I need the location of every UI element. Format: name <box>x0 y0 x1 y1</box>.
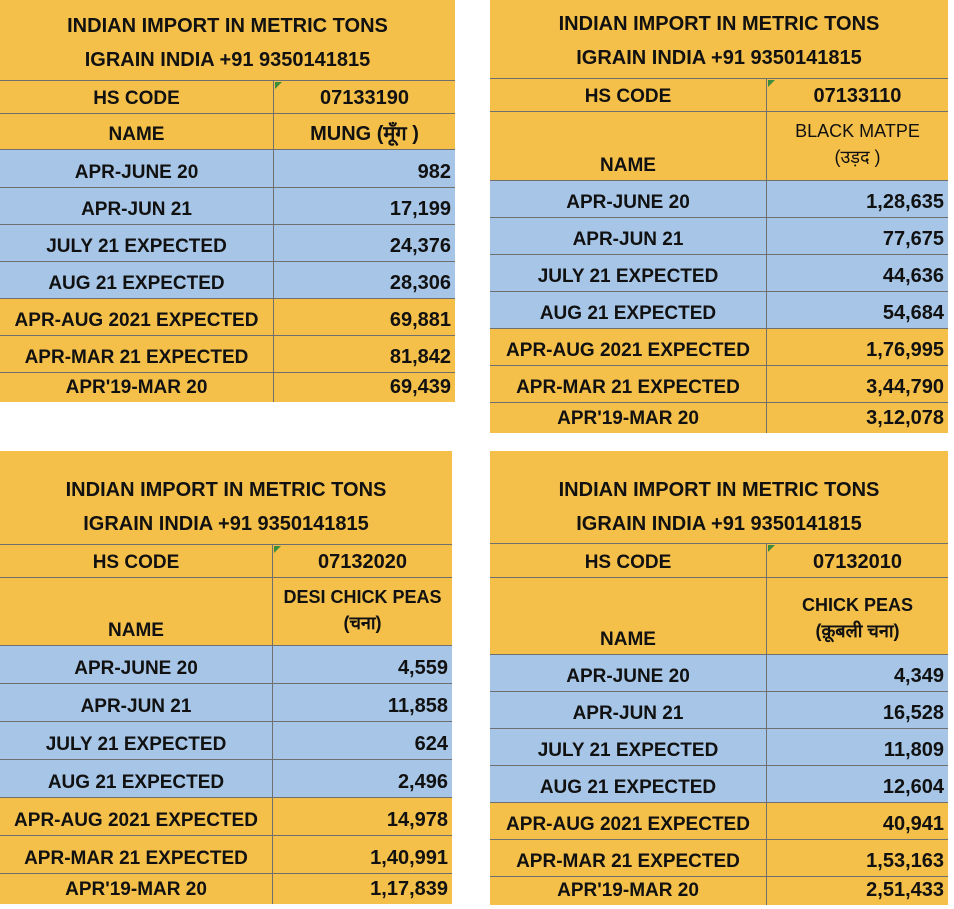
row-import-value: 3,12,078 <box>866 407 944 429</box>
cell-comment-marker <box>768 545 775 552</box>
row-period-label: APR-MAR 21 EXPECTED <box>0 336 274 372</box>
row-period-label: APR-AUG 2021 EXPECTED <box>0 798 273 835</box>
table-row <box>0 336 455 373</box>
row-period-label: APR-JUNE 20 <box>0 646 273 683</box>
row-period-label: APR'19-MAR 20 <box>490 877 767 905</box>
row-import-value: 81,842 <box>389 346 451 368</box>
mung-table <box>0 0 455 402</box>
row-period-label: APR-JUNE 20 <box>490 181 767 217</box>
table-row <box>0 373 455 402</box>
row-period-label: APR-MAR 21 EXPECTED <box>490 840 767 876</box>
row-import-value: 14,978 <box>386 809 448 831</box>
commodity-name: MUNG (मूँग ) <box>310 123 419 145</box>
row-period-label: APR-AUG 2021 EXPECTED <box>490 329 767 365</box>
table-row <box>490 729 948 766</box>
row-import-value: 28,306 <box>389 272 451 294</box>
row-period-label: JULY 21 EXPECTED <box>0 722 273 759</box>
hs-code-label: HS CODE <box>0 545 273 577</box>
table-row <box>490 366 948 403</box>
commodity-name <box>767 578 948 654</box>
row-period-label: JULY 21 EXPECTED <box>490 255 767 291</box>
table-row <box>490 877 948 905</box>
commodity-name-english: DESI CHICK PEAS <box>283 587 442 607</box>
row-period-label: APR-JUN 21 <box>490 218 767 254</box>
table-row <box>0 684 452 722</box>
hs-code-label: HS CODE <box>490 79 767 111</box>
name-row <box>0 114 455 150</box>
name-label: NAME <box>490 112 767 180</box>
table-subtitle: IGRAIN INDIA +91 9350141815 <box>84 49 371 71</box>
table-row <box>490 692 948 729</box>
table-row <box>0 798 452 836</box>
chick-peas-table <box>490 451 948 905</box>
commodity-name <box>767 112 948 180</box>
hs-code-label: HS CODE <box>490 544 767 577</box>
row-period-label: APR-JUN 21 <box>0 188 274 224</box>
hs-code-value: 07133110 <box>813 85 902 107</box>
row-period-label: APR-JUN 21 <box>0 684 273 721</box>
row-period-label: APR-MAR 21 EXPECTED <box>0 836 273 873</box>
row-import-value: 1,53,163 <box>866 850 944 872</box>
row-period-label: APR'19-MAR 20 <box>0 373 274 402</box>
row-import-value: 11,809 <box>883 739 944 761</box>
hs-code-row <box>0 544 452 578</box>
row-import-value: 69,881 <box>389 309 451 331</box>
name-row <box>0 578 452 646</box>
table-row <box>0 722 452 760</box>
row-period-label: JULY 21 EXPECTED <box>490 729 767 765</box>
table-row <box>490 292 948 329</box>
row-import-value: 44,636 <box>882 265 944 287</box>
table-row <box>490 803 948 840</box>
table-row <box>490 403 948 433</box>
row-period-label: APR'19-MAR 20 <box>490 403 767 433</box>
hs-code-value: 07133190 <box>320 87 409 109</box>
black-matpe-table <box>490 0 948 433</box>
commodity-name-hindi: (उड़द ) <box>834 147 881 167</box>
row-import-value: 1,76,995 <box>866 339 944 361</box>
table-row <box>490 840 948 877</box>
table-row <box>490 218 948 255</box>
row-period-label: APR'19-MAR 20 <box>0 874 273 904</box>
commodity-name-hindi: (क़ूबली चना) <box>815 621 900 641</box>
row-period-label: APR-JUNE 20 <box>0 150 274 187</box>
row-import-value: 624 <box>414 733 448 755</box>
row-period-label: APR-JUN 21 <box>490 692 767 728</box>
row-import-value: 4,349 <box>893 665 944 687</box>
row-import-value: 40,941 <box>882 813 944 835</box>
table-row <box>490 329 948 366</box>
row-import-value: 69,439 <box>389 376 451 398</box>
name-label: NAME <box>490 578 767 654</box>
cell-comment-marker <box>274 546 281 553</box>
table-row <box>490 181 948 218</box>
table-row <box>0 836 452 874</box>
table-row <box>0 150 455 188</box>
row-import-value: 77,675 <box>882 228 944 250</box>
hs-code-value: 07132020 <box>318 551 407 573</box>
row-import-value: 4,559 <box>397 657 448 679</box>
table-row <box>0 299 455 336</box>
table-title: INDIAN IMPORT IN METRIC TONS <box>65 479 387 501</box>
table-row <box>0 760 452 798</box>
row-period-label: APR-MAR 21 EXPECTED <box>490 366 767 402</box>
row-import-value: 1,28,635 <box>866 191 944 213</box>
row-period-label: APR-AUG 2021 EXPECTED <box>0 299 274 335</box>
row-import-value: 1,40,991 <box>370 847 448 869</box>
row-import-value: 12,604 <box>882 776 944 798</box>
table-row <box>0 225 455 262</box>
row-period-label: APR-AUG 2021 EXPECTED <box>490 803 767 839</box>
table-row <box>0 188 455 225</box>
row-period-label: JULY 21 EXPECTED <box>0 225 274 261</box>
hs-code-row <box>0 80 455 114</box>
table-title: INDIAN IMPORT IN METRIC TONS <box>558 479 880 501</box>
table-row <box>490 255 948 292</box>
table-subtitle: IGRAIN INDIA +91 9350141815 <box>576 47 862 69</box>
table-row <box>490 655 948 692</box>
row-period-label: AUG 21 EXPECTED <box>0 262 274 298</box>
row-import-value: 982 <box>417 161 451 183</box>
table-title: INDIAN IMPORT IN METRIC TONS <box>558 13 880 35</box>
row-import-value: 54,684 <box>882 302 944 324</box>
row-import-value: 24,376 <box>389 235 451 257</box>
name-row <box>490 112 948 181</box>
row-import-value: 1,17,839 <box>370 878 448 900</box>
table-title: INDIAN IMPORT IN METRIC TONS <box>67 15 388 37</box>
desi-chick-peas-table <box>0 451 452 904</box>
row-import-value: 16,528 <box>882 702 944 724</box>
row-import-value: 2,51,433 <box>866 879 944 901</box>
name-label: NAME <box>0 578 273 645</box>
commodity-name-english: CHICK PEAS <box>801 595 913 615</box>
hs-code-label: HS CODE <box>0 81 274 113</box>
row-period-label: APR-JUNE 20 <box>490 655 767 691</box>
table-row <box>0 646 452 684</box>
table-subtitle: IGRAIN INDIA +91 9350141815 <box>83 513 369 535</box>
table-row <box>0 874 452 904</box>
name-label: NAME <box>0 114 274 149</box>
row-period-label: AUG 21 EXPECTED <box>490 292 767 328</box>
name-row <box>490 578 948 655</box>
row-period-label: AUG 21 EXPECTED <box>490 766 767 802</box>
cell-comment-marker <box>275 82 282 89</box>
commodity-name-hindi: (चना) <box>343 613 382 633</box>
table-row <box>490 766 948 803</box>
hs-code-value: 07132010 <box>813 551 902 573</box>
table-subtitle: IGRAIN INDIA +91 9350141815 <box>576 513 862 535</box>
commodity-name-english: BLACK MATPE <box>795 121 920 141</box>
row-import-value: 17,199 <box>389 198 451 220</box>
commodity-name <box>273 578 452 645</box>
row-import-value: 2,496 <box>397 771 448 793</box>
hs-code-row <box>490 543 948 578</box>
row-import-value: 3,44,790 <box>866 376 944 398</box>
cell-comment-marker <box>768 80 775 87</box>
row-import-value: 11,858 <box>387 695 448 717</box>
row-period-label: AUG 21 EXPECTED <box>0 760 273 797</box>
hs-code-row <box>490 78 948 112</box>
table-row <box>0 262 455 299</box>
